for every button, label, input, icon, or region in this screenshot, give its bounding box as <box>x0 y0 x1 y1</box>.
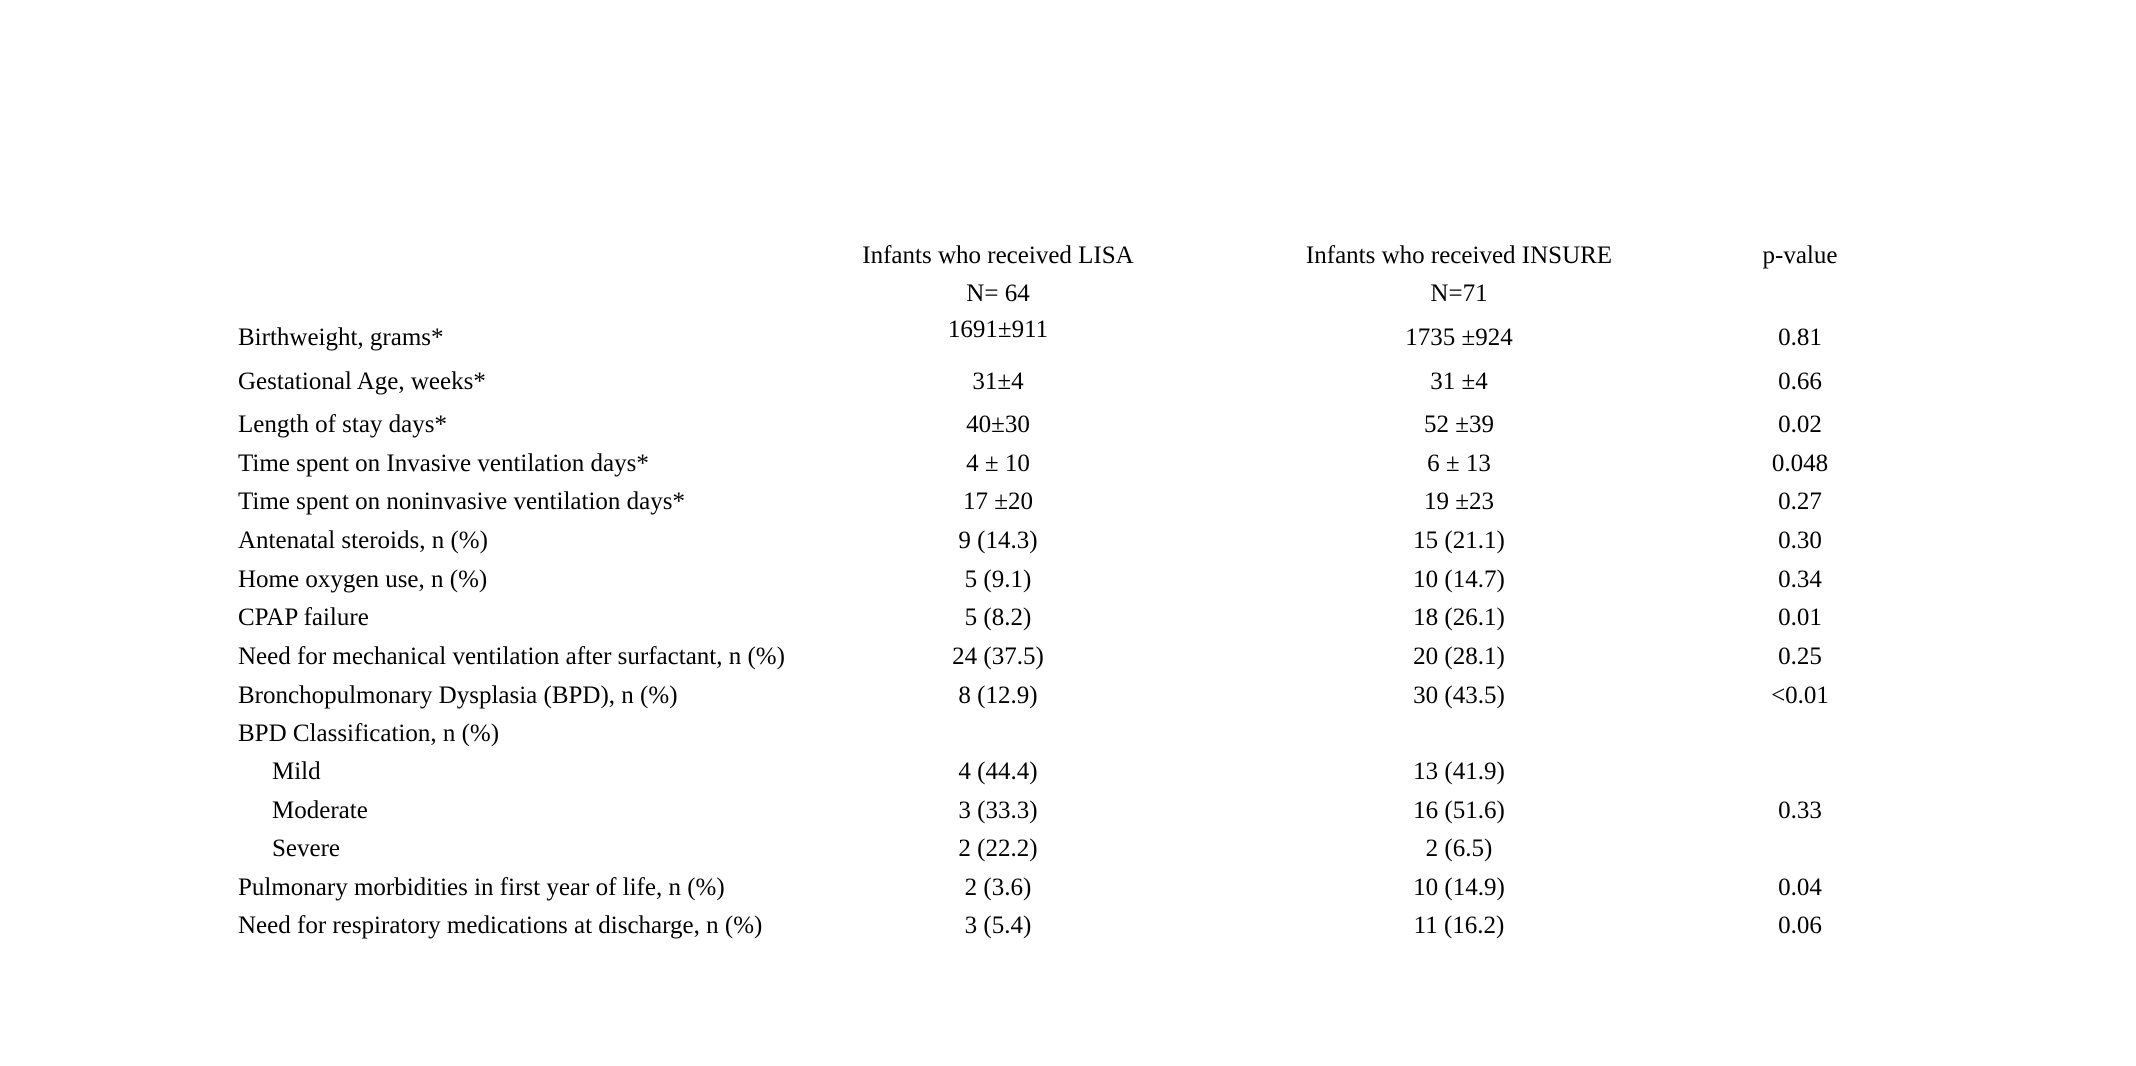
row-label: Length of stay days* <box>238 411 447 438</box>
table-row <box>0 643 2136 681</box>
p-value: 0.25 <box>1778 643 1822 670</box>
header-lisa-title: Infants who received LISA <box>862 242 1134 269</box>
insure-value: 19 ±23 <box>1424 488 1494 515</box>
insure-value: 1735 ±924 <box>1405 324 1513 351</box>
insure-value: 10 (14.9) <box>1413 874 1505 901</box>
table-row <box>0 566 2136 604</box>
table-row <box>0 411 2136 449</box>
table-row <box>0 874 2136 912</box>
insure-value: 18 (26.1) <box>1413 604 1505 631</box>
insure-value: 15 (21.1) <box>1413 527 1505 554</box>
insure-value: 10 (14.7) <box>1413 566 1505 593</box>
lisa-value: 3 (5.4) <box>964 912 1032 939</box>
lisa-value: 4 (44.4) <box>958 758 1038 785</box>
row-label: Gestational Age, weeks* <box>238 368 486 395</box>
insure-value: 31 ±4 <box>1430 368 1488 395</box>
table-row <box>0 488 2136 526</box>
lisa-value: 40±30 <box>966 411 1030 438</box>
lisa-value: 24 (37.5) <box>952 643 1044 670</box>
p-value: 0.01 <box>1778 604 1822 631</box>
p-value: 0.81 <box>1778 324 1822 351</box>
table-row <box>0 682 2136 720</box>
p-value: 0.27 <box>1778 488 1822 515</box>
p-value: 0.04 <box>1778 874 1822 901</box>
table-row <box>0 316 2136 362</box>
table-row <box>0 720 2136 758</box>
header-insure-title: Infants who received INSURE <box>1305 242 1613 269</box>
lisa-value: 5 (8.2) <box>964 604 1032 631</box>
header-lisa-n: N= 64 <box>966 280 1030 307</box>
insure-value: 52 ±39 <box>1424 411 1494 438</box>
row-label: Severe <box>272 835 341 862</box>
row-label: CPAP failure <box>238 604 369 631</box>
table-row <box>0 797 2136 835</box>
table-row <box>0 527 2136 565</box>
insure-value: 30 (43.5) <box>1413 682 1505 709</box>
p-value: 0.34 <box>1778 566 1822 593</box>
lisa-value: 2 (3.6) <box>964 874 1032 901</box>
table-row <box>0 835 2136 873</box>
header-insure-n: N=71 <box>1430 280 1488 307</box>
lisa-value: 9 (14.3) <box>958 527 1038 554</box>
row-label: Antenatal steroids, n (%) <box>238 527 488 554</box>
lisa-value: 31±4 <box>972 368 1024 395</box>
row-label: Home oxygen use, n (%) <box>238 566 488 593</box>
p-value: 0.06 <box>1778 912 1822 939</box>
lisa-value: 2 (22.2) <box>958 835 1038 862</box>
p-value: 0.33 <box>1778 797 1822 824</box>
insure-value: 16 (51.6) <box>1413 797 1505 824</box>
p-value: 0.66 <box>1778 368 1822 395</box>
row-label: Time spent on noninvasive ventilation days* <box>238 488 685 515</box>
row-label: Mild <box>272 758 321 785</box>
insure-value: 11 (16.2) <box>1413 912 1505 939</box>
lisa-value: 4 ± 10 <box>966 450 1030 477</box>
insure-value: 2 (6.5) <box>1425 835 1493 862</box>
row-label: Time spent on Invasive ventilation days* <box>238 450 649 477</box>
p-value: 0.048 <box>1771 450 1829 477</box>
row-label: Moderate <box>272 797 368 824</box>
p-value: 0.02 <box>1778 411 1822 438</box>
p-value: <0.01 <box>1771 682 1829 709</box>
row-label: Bronchopulmonary Dysplasia (BPD), n (%) <box>238 682 678 709</box>
row-label: Need for respiratory medications at discharge, n (%) <box>238 912 763 939</box>
insure-value: 6 ± 13 <box>1427 450 1491 477</box>
lisa-value: 17 ±20 <box>963 488 1033 515</box>
table-row <box>0 450 2136 488</box>
insure-value: 20 (28.1) <box>1413 643 1505 670</box>
lisa-value: 1691±911 <box>947 316 1049 343</box>
row-label: Pulmonary morbidities in first year of life, n (%) <box>238 874 725 901</box>
header-pvalue-title: p-value <box>1762 242 1838 269</box>
table-row <box>0 758 2136 796</box>
insure-value: 13 (41.9) <box>1413 758 1505 785</box>
row-label: Need for mechanical ventilation after surfactant, n (%) <box>238 643 785 670</box>
lisa-value: 3 (33.3) <box>958 797 1038 824</box>
row-label: Birthweight, grams* <box>238 324 444 351</box>
p-value: 0.30 <box>1778 527 1822 554</box>
table-row <box>0 604 2136 642</box>
table-row <box>0 912 2136 950</box>
table-row <box>0 368 2136 406</box>
row-label: BPD Classification, n (%) <box>238 720 500 747</box>
lisa-value: 8 (12.9) <box>958 682 1038 709</box>
lisa-value: 5 (9.1) <box>964 566 1032 593</box>
